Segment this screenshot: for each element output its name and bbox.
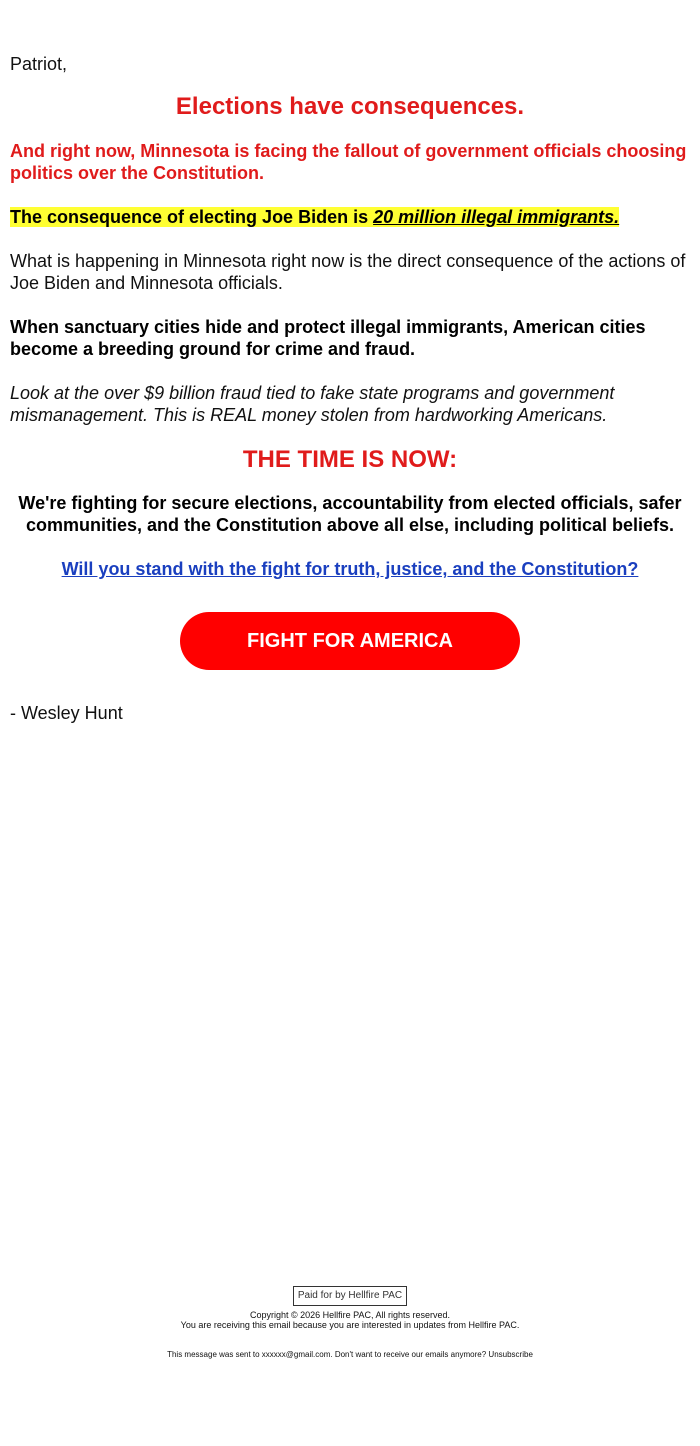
paragraph-happening: What is happening in Minnesota right now is the direct consequence of the actions of Joe Biden and Minnesota officials. [10, 251, 686, 293]
stand-with-fight-link[interactable]: Will you stand with the fight for truth, justice, and the Constitution? [61, 559, 639, 579]
footer [0, 1285, 700, 1360]
sent-to-text: This message was sent to xxxxxx@gmail.com. Don't want to receive our emails anymore? [167, 1350, 489, 1359]
signature: - Wesley Hunt [10, 703, 123, 723]
highlight-line [10, 206, 619, 228]
greeting: Patriot, [10, 54, 68, 74]
sent-to-line [0, 1350, 700, 1360]
time-now-heading: THE TIME IS NOW: [242, 446, 458, 473]
paragraph-fraud: Look at the over $9 billion fraud tied to fake state programs and government mismanagement. This is REAL money stolen from hardworking Americans. [10, 383, 615, 425]
highlight-emphasis: 20 million illegal immigrants. [373, 207, 620, 227]
fight-for-america-button[interactable]: FIGHT FOR AMERICA [180, 612, 520, 670]
headline: Elections have consequences. [175, 93, 525, 120]
highlight-prefix: The consequence of electing Joe Biden is [10, 207, 374, 227]
red-paragraph: And right now, Minnesota is facing the fallout of government officials choosing politics over the Constitution. [10, 141, 687, 183]
receiving-text: You are receiving this email because you are interested in updates from Hellfire PAC. [180, 1320, 520, 1330]
copyright-text: Copyright © 2026 Hellfire PAC, All rights reserved. [249, 1310, 451, 1320]
paid-for-disclaimer: Paid for by Hellfire PAC [293, 1286, 407, 1306]
fighting-paragraph: We're fighting for secure elections, accountability from elected officials, safer communities, and the Constitution above all else, including political beliefs. [18, 493, 682, 535]
button-wrapper [10, 612, 690, 670]
unsubscribe-link[interactable]: Unsubscribe [488, 1350, 533, 1359]
paragraph-sanctuary: When sanctuary cities hide and protect illegal immigrants, American cities become a breeding ground for crime and fraud. [10, 317, 646, 359]
